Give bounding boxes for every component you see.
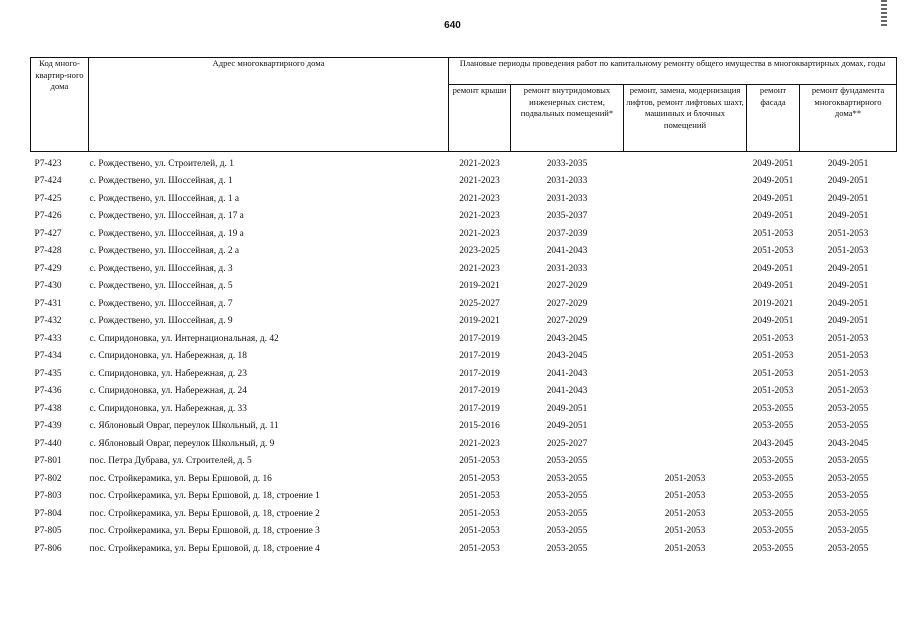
row-facade: 2053-2055 (752, 421, 794, 432)
header-lifts: ремонт, замена, модернизация лифтов, ремонт лифтовых шахт, машинных и блочных помещений (624, 85, 747, 152)
row-engineering: 2041-2043 (546, 368, 588, 379)
row-roof: 2051-2053 (459, 456, 500, 467)
row-facade: 2043-2045 (752, 438, 794, 449)
row-facade: 2049-2051 (752, 211, 794, 222)
row-facade: 2053-2055 (752, 456, 794, 467)
row-facade: 2053-2055 (752, 543, 794, 554)
row-roof: 2017-2019 (459, 403, 500, 414)
table-row (31, 330, 897, 348)
row-engineering: 2053-2055 (546, 543, 588, 554)
row-roof: 2019-2021 (459, 316, 500, 327)
row-roof: 2017-2019 (459, 386, 500, 397)
row-foundation: 2053-2055 (827, 421, 869, 432)
table-row (31, 365, 897, 383)
row-engineering: 2027-2029 (546, 298, 588, 309)
row-engineering: 2053-2055 (546, 456, 588, 467)
row-facade: 2053-2055 (752, 473, 794, 484)
row-address: с. Яблоновый Овраг, переулок Школьный, д. 11 (89, 421, 279, 432)
row-address: пос. Стройкерамика, ул. Веры Ершовой, д. 18, строение 2 (89, 508, 320, 519)
row-engineering: 2049-2051 (546, 421, 588, 432)
row-engineering: 2041-2043 (546, 246, 588, 257)
row-code: Р7-439 (34, 421, 62, 432)
row-engineering: 2053-2055 (546, 526, 588, 537)
row-address: с. Спиридоновка, ул. Набережная, д. 18 (89, 351, 247, 362)
row-address: с. Рождествено, ул. Шоссейная, д. 3 (89, 263, 233, 274)
header-code: Код много-квартир-ного дома (31, 58, 89, 152)
row-engineering: 2053-2055 (546, 508, 588, 519)
row-engineering: 2035-2037 (546, 211, 588, 222)
row-lifts (624, 260, 747, 278)
row-lifts (624, 330, 747, 348)
row-code: Р7-440 (34, 438, 62, 449)
row-foundation: 2051-2053 (827, 368, 869, 379)
table-row (31, 155, 897, 173)
row-address: пос. Стройкерамика, ул. Веры Ершовой, д. 18, строение 4 (89, 543, 320, 554)
row-engineering: 2053-2055 (546, 473, 588, 484)
row-facade: 2049-2051 (752, 193, 794, 204)
row-lifts (624, 313, 747, 331)
row-roof: 2017-2019 (459, 368, 500, 379)
row-roof: 2021-2023 (459, 193, 500, 204)
row-lifts (624, 400, 747, 418)
row-code: Р7-423 (34, 158, 62, 169)
row-roof: 2017-2019 (459, 351, 500, 362)
row-engineering: 2027-2029 (546, 316, 588, 327)
row-code: Р7-803 (34, 491, 62, 502)
row-foundation: 2049-2051 (827, 193, 869, 204)
row-roof: 2021-2023 (459, 263, 500, 274)
table-row (31, 278, 897, 296)
row-foundation: 2053-2055 (827, 403, 869, 414)
row-facade: 2051-2053 (752, 228, 794, 239)
row-engineering: 2037-2039 (546, 228, 588, 239)
row-roof: 2021-2023 (459, 438, 500, 449)
row-facade: 2051-2053 (752, 351, 794, 362)
row-roof: 2051-2053 (459, 473, 500, 484)
row-code: Р7-434 (34, 351, 62, 362)
row-foundation: 2049-2051 (827, 281, 869, 292)
row-lifts: 2051-2053 (664, 473, 706, 484)
row-code: Р7-428 (34, 246, 62, 257)
row-code: Р7-438 (34, 403, 62, 414)
row-code: Р7-433 (34, 333, 62, 344)
row-code: Р7-427 (34, 228, 62, 239)
row-facade: 2049-2051 (752, 158, 794, 169)
row-lifts (624, 243, 747, 261)
row-roof: 2017-2019 (459, 333, 500, 344)
row-code: Р7-424 (34, 176, 62, 187)
row-address: пос. Стройкерамика, ул. Веры Ершовой, д. 18, строение 1 (89, 491, 320, 502)
row-lifts (624, 190, 747, 208)
header-address: Адрес многоквартирного дома (89, 58, 449, 152)
row-engineering: 2027-2029 (546, 281, 588, 292)
row-foundation: 2053-2055 (827, 456, 869, 467)
row-code: Р7-426 (34, 211, 62, 222)
table-row (31, 173, 897, 191)
table-row (31, 313, 897, 331)
row-roof: 2051-2053 (459, 526, 500, 537)
row-lifts (624, 453, 747, 471)
row-address: с. Рождествено, ул. Шоссейная, д. 1 а (89, 193, 240, 204)
row-engineering: 2031-2033 (546, 176, 588, 187)
header-engineering: ремонт внутридомовых инженерных систем, подвальных помещений* (511, 85, 624, 152)
row-address: с. Рождествено, ул. Шоссейная, д. 5 (89, 281, 233, 292)
row-foundation: 2049-2051 (827, 298, 869, 309)
row-roof: 2019-2021 (459, 281, 500, 292)
row-address: с. Рождествено, ул. Строителей, д. 1 (89, 158, 234, 169)
row-facade: 2051-2053 (752, 386, 794, 397)
row-roof: 2015-2016 (459, 421, 500, 432)
table-row (31, 400, 897, 418)
row-roof: 2051-2053 (459, 491, 500, 502)
table-row (31, 523, 897, 541)
row-code: Р7-430 (34, 281, 62, 292)
row-facade: 2051-2053 (752, 333, 794, 344)
row-facade: 2053-2055 (752, 508, 794, 519)
row-code: Р7-435 (34, 368, 62, 379)
header-roof: ремонт крыши (449, 85, 511, 152)
row-foundation: 2053-2055 (827, 543, 869, 554)
row-lifts (624, 418, 747, 436)
row-address: с. Рождествено, ул. Шоссейная, д. 17 а (89, 211, 244, 222)
row-foundation: 2053-2055 (827, 526, 869, 537)
row-address: пос. Стройкерамика, ул. Веры Ершовой, д. 16 (89, 473, 272, 484)
row-code: Р7-429 (34, 263, 62, 274)
row-foundation: 2051-2053 (827, 351, 869, 362)
row-roof: 2021-2023 (459, 158, 500, 169)
row-facade: 2049-2051 (752, 176, 794, 187)
row-foundation: 2043-2045 (827, 438, 869, 449)
row-foundation: 2051-2053 (827, 333, 869, 344)
row-code: Р7-431 (34, 298, 62, 309)
row-address: с. Яблоновый Овраг, переулок Школьный, д. 9 (89, 438, 275, 449)
row-address: пос. Петра Дубрава, ул. Строителей, д. 5 (89, 456, 252, 467)
row-address: пос. Стройкерамика, ул. Веры Ершовой, д. 18, строение 3 (89, 526, 320, 537)
row-foundation: 2051-2053 (827, 386, 869, 397)
table-row (31, 505, 897, 523)
row-lifts: 2051-2053 (664, 508, 706, 519)
row-engineering: 2043-2045 (546, 333, 588, 344)
row-roof: 2025-2027 (459, 298, 500, 309)
header-facade: ремонт фасада (747, 85, 800, 152)
row-address: с. Спиридоновка, ул. Набережная, д. 33 (89, 403, 247, 414)
row-foundation: 2049-2051 (827, 158, 869, 169)
row-code: Р7-801 (34, 456, 62, 467)
row-lifts (624, 278, 747, 296)
row-facade: 2049-2051 (752, 281, 794, 292)
row-roof: 2051-2053 (459, 508, 500, 519)
row-address: с. Спиридоновка, ул. Интернациональная, д. 42 (89, 333, 279, 344)
table-row (31, 418, 897, 436)
row-lifts (624, 348, 747, 366)
table-row (31, 225, 897, 243)
table-row (31, 540, 897, 558)
table-row (31, 260, 897, 278)
row-code: Р7-804 (34, 508, 62, 519)
row-code: Р7-436 (34, 386, 62, 397)
row-engineering: 2031-2033 (546, 193, 588, 204)
row-foundation: 2053-2055 (827, 508, 869, 519)
row-address: с. Рождествено, ул. Шоссейная, д. 9 (89, 316, 233, 327)
row-roof: 2051-2053 (459, 543, 500, 554)
table-row (31, 470, 897, 488)
table-row (31, 243, 897, 261)
row-roof: 2021-2023 (459, 228, 500, 239)
row-facade: 2053-2055 (752, 491, 794, 502)
row-facade: 2051-2053 (752, 368, 794, 379)
row-foundation: 2051-2053 (827, 246, 869, 257)
row-address: с. Рождествено, ул. Шоссейная, д. 2 а (89, 246, 240, 257)
table-row (31, 453, 897, 471)
header-periods: Плановые периоды проведения работ по капитальному ремонту общего имущества в многоквартирных домах, годы (449, 58, 897, 85)
row-facade: 2053-2055 (752, 526, 794, 537)
row-lifts (624, 208, 747, 226)
row-foundation: 2053-2055 (827, 491, 869, 502)
row-code: Р7-432 (34, 316, 62, 327)
row-lifts (624, 225, 747, 243)
row-address: с. Рождествено, ул. Шоссейная, д. 1 (89, 176, 233, 187)
row-engineering: 2025-2027 (546, 438, 588, 449)
row-code: Р7-805 (34, 526, 62, 537)
row-lifts: 2051-2053 (664, 491, 706, 502)
row-code: Р7-425 (34, 193, 62, 204)
row-address: с. Рождествено, ул. Шоссейная, д. 7 (89, 298, 233, 309)
row-code: Р7-802 (34, 473, 62, 484)
page-number: 640 (444, 20, 461, 31)
row-lifts (624, 365, 747, 383)
row-facade: 2053-2055 (752, 403, 794, 414)
row-engineering: 2049-2051 (546, 403, 588, 414)
row-address: с. Спиридоновка, ул. Набережная, д. 23 (89, 368, 247, 379)
row-lifts (624, 155, 747, 173)
row-foundation: 2049-2051 (827, 316, 869, 327)
row-roof: 2023-2025 (459, 246, 500, 257)
repair-schedule-table (30, 57, 897, 558)
row-lifts (624, 173, 747, 191)
row-foundation: 2053-2055 (827, 473, 869, 484)
row-lifts (624, 383, 747, 401)
header-foundation: ремонт фундамента многоквартирного дома** (800, 85, 897, 152)
row-lifts (624, 435, 747, 453)
row-foundation: 2049-2051 (827, 263, 869, 274)
row-lifts: 2051-2053 (664, 543, 706, 554)
row-lifts (624, 295, 747, 313)
table-row (31, 295, 897, 313)
row-engineering: 2053-2055 (546, 491, 588, 502)
table-row (31, 488, 897, 506)
row-facade: 2049-2051 (752, 316, 794, 327)
table-row (31, 208, 897, 226)
row-code: Р7-806 (34, 543, 62, 554)
row-engineering: 2031-2033 (546, 263, 588, 274)
row-address: с. Спиридоновка, ул. Набережная, д. 24 (89, 386, 247, 397)
row-foundation: 2049-2051 (827, 176, 869, 187)
row-foundation: 2049-2051 (827, 211, 869, 222)
row-facade: 2019-2021 (752, 298, 794, 309)
table-row (31, 348, 897, 366)
row-facade: 2051-2053 (752, 246, 794, 257)
table-row (31, 190, 897, 208)
row-foundation: 2051-2053 (827, 228, 869, 239)
table-row (31, 383, 897, 401)
table-body (31, 152, 897, 558)
row-roof: 2021-2023 (459, 211, 500, 222)
row-facade: 2049-2051 (752, 263, 794, 274)
row-roof: 2021-2023 (459, 176, 500, 187)
row-lifts: 2051-2053 (664, 526, 706, 537)
table-row (31, 435, 897, 453)
row-address: с. Рождествено, ул. Шоссейная, д. 19 а (89, 228, 244, 239)
row-engineering: 2043-2045 (546, 351, 588, 362)
row-engineering: 2041-2043 (546, 386, 588, 397)
row-engineering: 2033-2035 (546, 158, 588, 169)
